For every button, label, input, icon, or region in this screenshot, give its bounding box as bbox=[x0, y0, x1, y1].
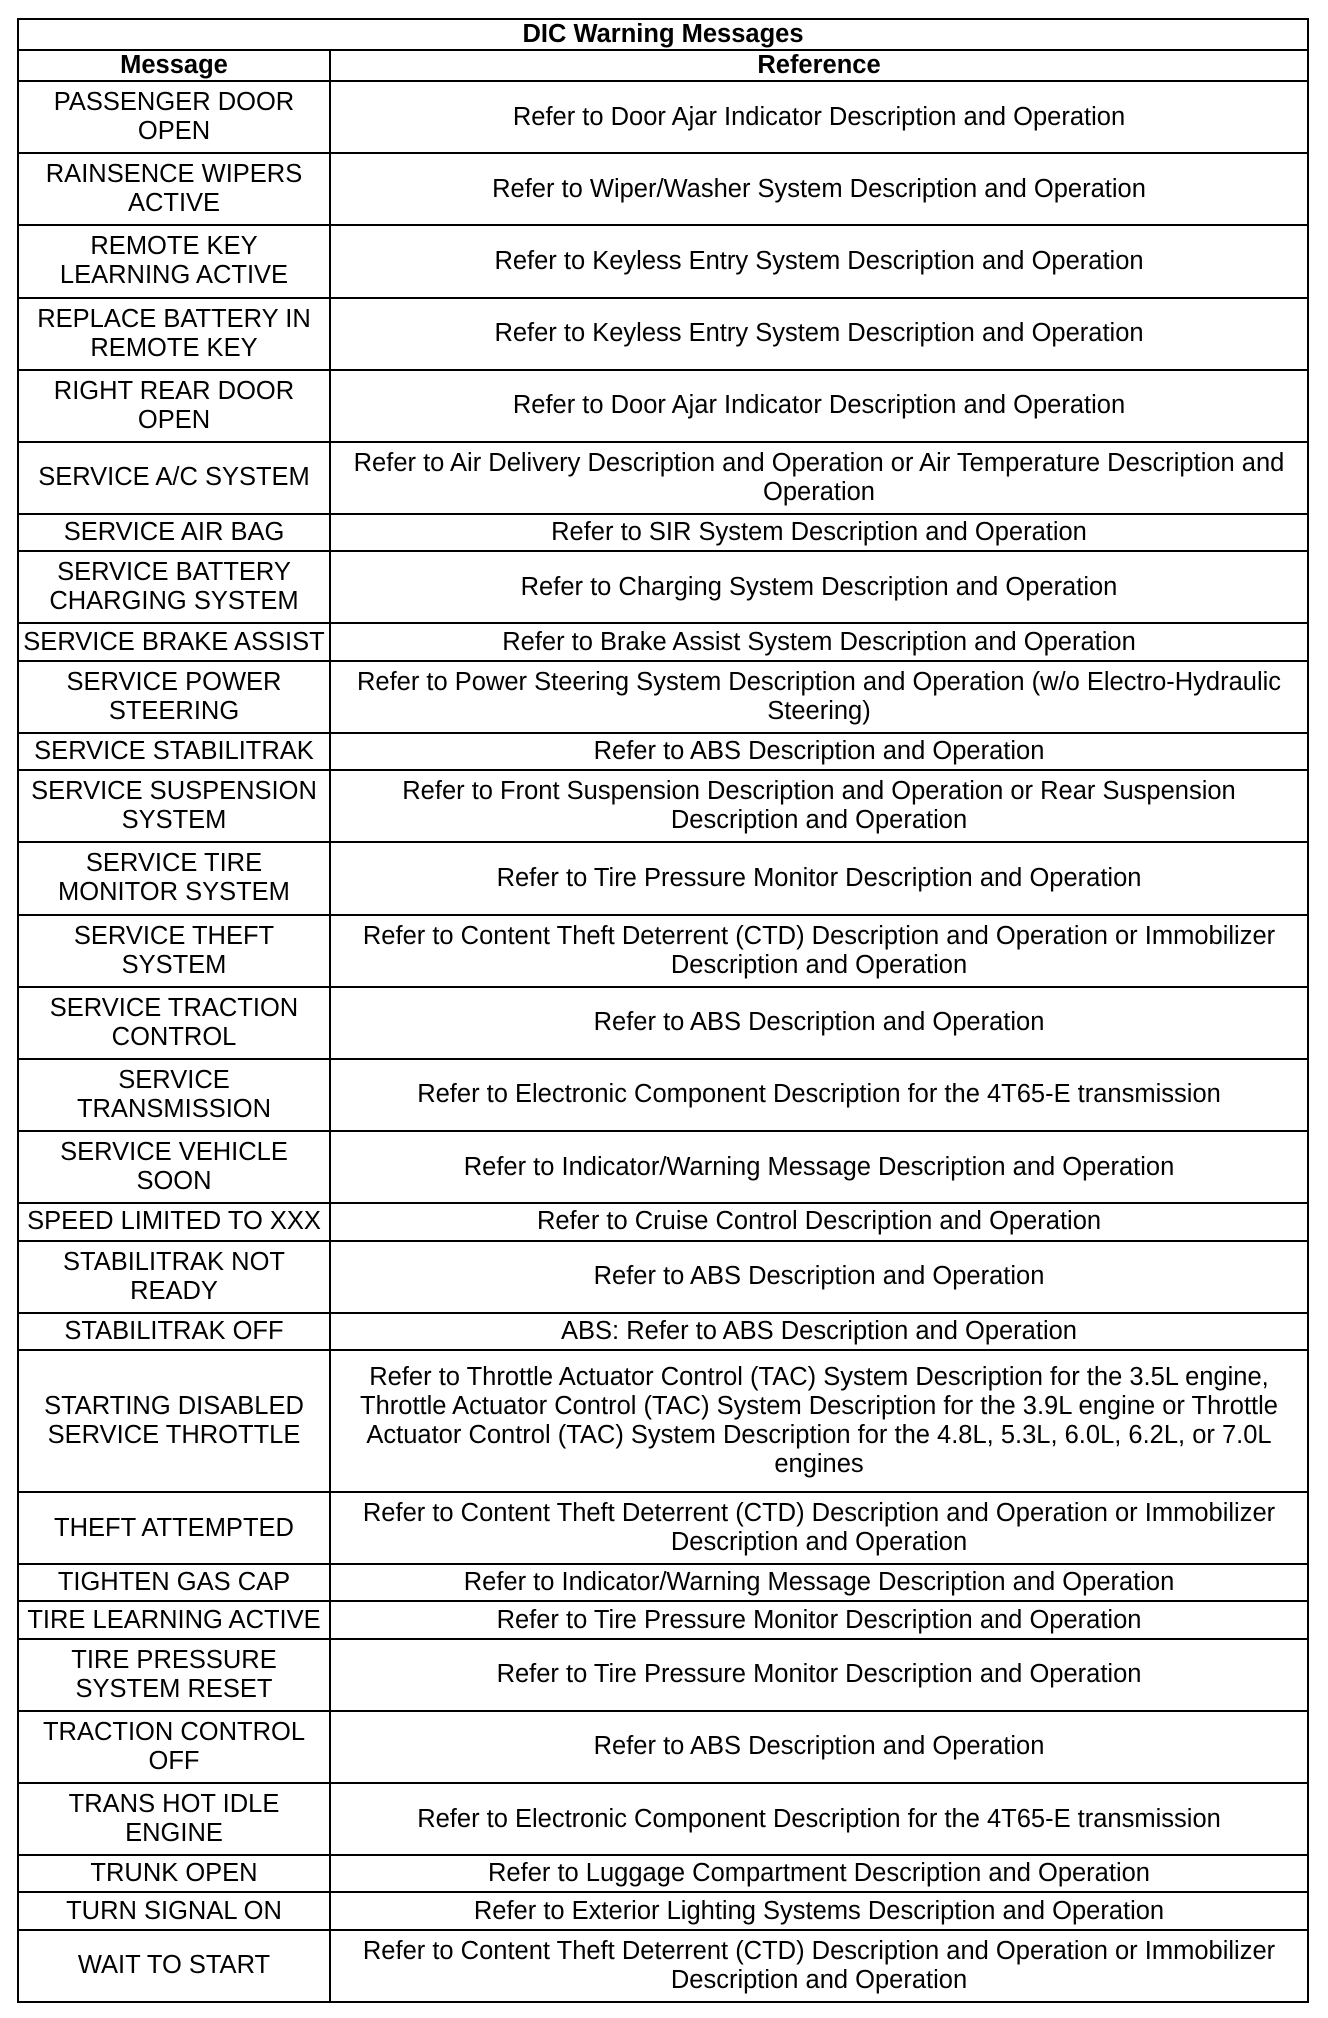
reference-cell: Refer to Content Theft Deterrent (CTD) Description and Operation or Immobilizer Description and Operation bbox=[330, 1930, 1308, 2002]
table-row bbox=[18, 1131, 1308, 1203]
reference-cell: Refer to Tire Pressure Monitor Description and Operation bbox=[330, 1601, 1308, 1638]
reference-cell: Refer to Air Delivery Description and Operation or Air Temperature Description and Operation bbox=[330, 442, 1308, 514]
table-row bbox=[18, 225, 1308, 297]
message-cell: RAINSENCE WIPERS ACTIVE bbox=[18, 153, 330, 225]
message-cell: THEFT ATTEMPTED bbox=[18, 1492, 330, 1564]
table-row bbox=[18, 1241, 1308, 1313]
message-cell: STARTING DISABLED SERVICE THROTTLE bbox=[18, 1350, 330, 1492]
reference-cell: Refer to Indicator/Warning Message Description and Operation bbox=[330, 1564, 1308, 1601]
table-row bbox=[18, 1783, 1308, 1855]
reference-cell: Refer to Charging System Description and Operation bbox=[330, 551, 1308, 623]
table-row bbox=[18, 370, 1308, 442]
message-cell: STABILITRAK OFF bbox=[18, 1313, 330, 1350]
message-cell: STABILITRAK NOT READY bbox=[18, 1241, 330, 1313]
reference-cell: Refer to ABS Description and Operation bbox=[330, 1241, 1308, 1313]
table-row bbox=[18, 1855, 1308, 1892]
message-cell: TIGHTEN GAS CAP bbox=[18, 1564, 330, 1601]
table-body bbox=[18, 81, 1308, 2002]
table-title-row bbox=[18, 19, 1308, 50]
table-row bbox=[18, 1930, 1308, 2002]
table-row bbox=[18, 153, 1308, 225]
reference-cell: Refer to Content Theft Deterrent (CTD) Description and Operation or Immobilizer Description and Operation bbox=[330, 1492, 1308, 1564]
reference-cell: Refer to Indicator/Warning Message Description and Operation bbox=[330, 1131, 1308, 1203]
reference-cell: Refer to Throttle Actuator Control (TAC) System Description for the 3.5L engine, Throttle Actuator Control (TAC) System Description for the 3.9L engine or Throttle Actuator Control (TAC) System Description for the 4.8L, 5.3L, 6.0L, 6.2L, or 7.0L engines bbox=[330, 1350, 1308, 1492]
message-cell: SERVICE TRACTION CONTROL bbox=[18, 987, 330, 1059]
reference-cell: Refer to SIR System Description and Operation bbox=[330, 514, 1308, 551]
message-cell: SERVICE TIRE MONITOR SYSTEM bbox=[18, 842, 330, 914]
table-row bbox=[18, 1564, 1308, 1601]
reference-cell: Refer to Luggage Compartment Description and Operation bbox=[330, 1855, 1308, 1892]
message-cell: SERVICE THEFT SYSTEM bbox=[18, 915, 330, 987]
reference-cell: Refer to Cruise Control Description and Operation bbox=[330, 1203, 1308, 1240]
table-row bbox=[18, 1059, 1308, 1131]
message-cell: WAIT TO START bbox=[18, 1930, 330, 2002]
table-row bbox=[18, 661, 1308, 733]
message-cell: REMOTE KEY LEARNING ACTIVE bbox=[18, 225, 330, 297]
message-cell: SPEED LIMITED TO XXX bbox=[18, 1203, 330, 1240]
table-title: DIC Warning Messages bbox=[18, 19, 1308, 50]
reference-cell: Refer to Exterior Lighting Systems Description and Operation bbox=[330, 1892, 1308, 1929]
table-row bbox=[18, 733, 1308, 770]
table-row bbox=[18, 442, 1308, 514]
table-row bbox=[18, 842, 1308, 914]
reference-cell: Refer to ABS Description and Operation bbox=[330, 733, 1308, 770]
message-cell: TRACTION CONTROL OFF bbox=[18, 1711, 330, 1783]
message-cell: SERVICE VEHICLE SOON bbox=[18, 1131, 330, 1203]
message-cell: PASSENGER DOOR OPEN bbox=[18, 81, 330, 153]
reference-cell: Refer to Wiper/Washer System Description and Operation bbox=[330, 153, 1308, 225]
reference-column-header: Reference bbox=[330, 50, 1308, 81]
reference-cell: Refer to Tire Pressure Monitor Description and Operation bbox=[330, 1639, 1308, 1711]
table-row bbox=[18, 1350, 1308, 1492]
message-cell: SERVICE SUSPENSION SYSTEM bbox=[18, 770, 330, 842]
reference-cell: Refer to Content Theft Deterrent (CTD) Description and Operation or Immobilizer Description and Operation bbox=[330, 915, 1308, 987]
message-cell: SERVICE TRANSMISSION bbox=[18, 1059, 330, 1131]
reference-cell: Refer to Keyless Entry System Description and Operation bbox=[330, 298, 1308, 370]
reference-cell: ABS: Refer to ABS Description and Operation bbox=[330, 1313, 1308, 1350]
reference-cell: Refer to Front Suspension Description and Operation or Rear Suspension Description and Operation bbox=[330, 770, 1308, 842]
reference-cell: Refer to Door Ajar Indicator Description and Operation bbox=[330, 370, 1308, 442]
message-cell: RIGHT REAR DOOR OPEN bbox=[18, 370, 330, 442]
message-cell: SERVICE AIR BAG bbox=[18, 514, 330, 551]
table-row bbox=[18, 915, 1308, 987]
table-row bbox=[18, 81, 1308, 153]
table-row bbox=[18, 514, 1308, 551]
table-row bbox=[18, 1601, 1308, 1638]
message-cell: SERVICE BATTERY CHARGING SYSTEM bbox=[18, 551, 330, 623]
message-cell: TIRE LEARNING ACTIVE bbox=[18, 1601, 330, 1638]
table-row bbox=[18, 298, 1308, 370]
message-cell: TRANS HOT IDLE ENGINE bbox=[18, 1783, 330, 1855]
message-column-header: Message bbox=[18, 50, 330, 81]
table-row bbox=[18, 1313, 1308, 1350]
table-row bbox=[18, 1639, 1308, 1711]
reference-cell: Refer to Power Steering System Description and Operation (w/o Electro-Hydraulic Steering) bbox=[330, 661, 1308, 733]
table-row bbox=[18, 551, 1308, 623]
reference-cell: Refer to ABS Description and Operation bbox=[330, 1711, 1308, 1783]
table-row bbox=[18, 770, 1308, 842]
message-cell: SERVICE BRAKE ASSIST bbox=[18, 623, 330, 660]
table-row bbox=[18, 1203, 1308, 1240]
table-row bbox=[18, 1892, 1308, 1929]
message-cell: REPLACE BATTERY IN REMOTE KEY bbox=[18, 298, 330, 370]
message-cell: TURN SIGNAL ON bbox=[18, 1892, 330, 1929]
reference-cell: Refer to Brake Assist System Description and Operation bbox=[330, 623, 1308, 660]
reference-cell: Refer to Tire Pressure Monitor Description and Operation bbox=[330, 842, 1308, 914]
dic-warning-messages-table bbox=[17, 18, 1309, 2003]
reference-cell: Refer to Electronic Component Description for the 4T65-E transmission bbox=[330, 1783, 1308, 1855]
reference-cell: Refer to Keyless Entry System Description and Operation bbox=[330, 225, 1308, 297]
reference-cell: Refer to Door Ajar Indicator Description and Operation bbox=[330, 81, 1308, 153]
table-row bbox=[18, 987, 1308, 1059]
table-row bbox=[18, 1492, 1308, 1564]
table-header-row bbox=[18, 50, 1308, 81]
table-row bbox=[18, 623, 1308, 660]
message-cell: SERVICE A/C SYSTEM bbox=[18, 442, 330, 514]
message-cell: TRUNK OPEN bbox=[18, 1855, 330, 1892]
message-cell: SERVICE POWER STEERING bbox=[18, 661, 330, 733]
table-row bbox=[18, 1711, 1308, 1783]
reference-cell: Refer to Electronic Component Description for the 4T65-E transmission bbox=[330, 1059, 1308, 1131]
reference-cell: Refer to ABS Description and Operation bbox=[330, 987, 1308, 1059]
message-cell: SERVICE STABILITRAK bbox=[18, 733, 330, 770]
message-cell: TIRE PRESSURE SYSTEM RESET bbox=[18, 1639, 330, 1711]
